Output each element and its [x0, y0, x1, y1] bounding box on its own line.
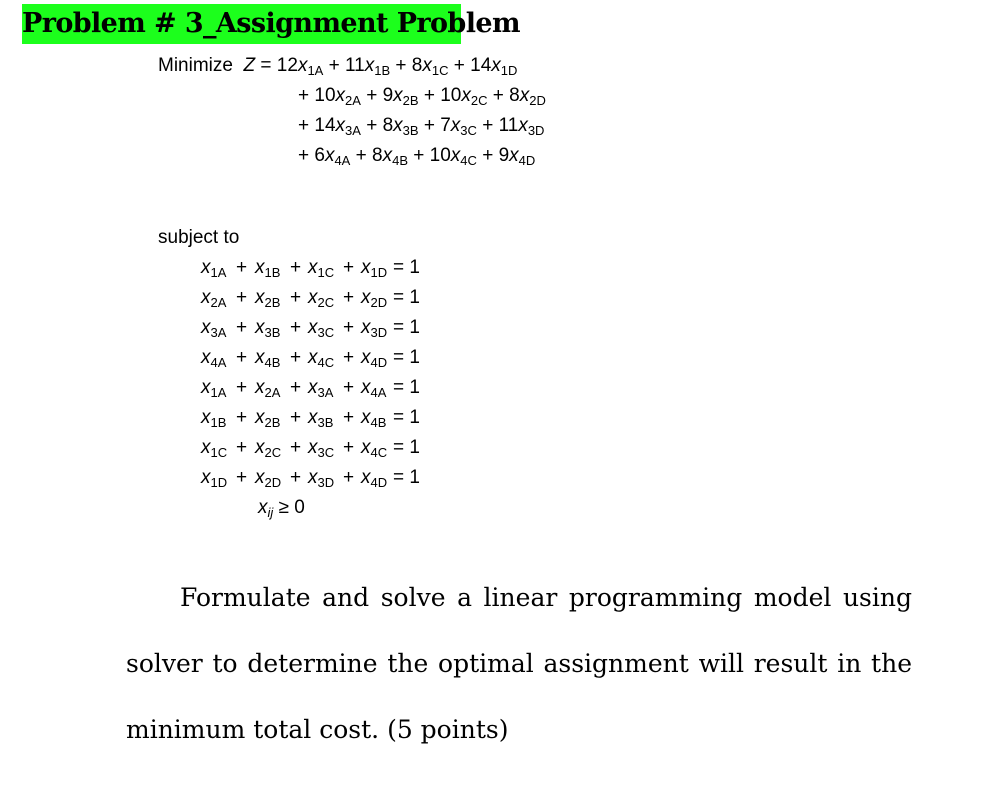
constraint-term: $x_{4D}$	[361, 467, 388, 490]
objective-line-4	[298, 145, 535, 167]
constraint-term: $x_{3A}$	[308, 377, 334, 400]
constraint-term: $x_{4A}$	[361, 377, 387, 400]
plus-sign: +	[236, 317, 248, 338]
objective-term: + $10x_{2A}$	[298, 85, 361, 108]
constraint-rhs: = 1	[393, 257, 420, 278]
constraint-term: $x_{3C}$	[308, 317, 335, 340]
plus-sign: +	[236, 377, 248, 398]
objective-term: $12x_{1A}$	[276, 55, 324, 78]
constraint-term: $x_{2A}$	[255, 377, 281, 400]
plus-sign: +	[343, 377, 355, 398]
constraint-term: $x_{1C}$	[201, 437, 228, 460]
constraint-term: $x_{1D}$	[201, 467, 228, 490]
objective-term: + $8x_{4B}$	[355, 145, 408, 168]
constraint-term: $x_{3D}$	[308, 467, 335, 490]
constraint-rhs: = 1	[393, 317, 420, 338]
plus-sign: +	[290, 377, 302, 398]
plus-sign: +	[343, 317, 355, 338]
objective-terms	[298, 115, 544, 136]
constraint-term: $x_{4A}$	[201, 347, 227, 370]
plus-sign: +	[343, 437, 355, 458]
constraint-term: $x_{2D}$	[361, 287, 388, 310]
plus-sign: +	[236, 347, 248, 368]
constraint-term: $x_{2B}$	[255, 407, 281, 430]
constraint-term: $x_{2C}$	[255, 437, 282, 460]
objective-terms	[298, 85, 546, 106]
constraint-rhs: = 1	[393, 407, 420, 428]
constraint-term: $x_{4C}$	[308, 347, 335, 370]
objective-term: + $8x_{3B}$	[366, 115, 419, 138]
constraint-term: $x_{1A}$	[201, 257, 227, 280]
objective-term: + $11x_{3D}$	[482, 115, 545, 138]
constraint-rhs: = 1	[393, 437, 420, 458]
plus-sign: +	[236, 437, 248, 458]
plus-sign: +	[343, 407, 355, 428]
plus-sign: +	[290, 347, 302, 368]
plus-sign: +	[236, 287, 248, 308]
plus-sign: +	[290, 287, 302, 308]
instruction-line-2: solver to determine the optimal assignment will result in the	[126, 649, 912, 678]
constraint-term: $x_{3B}$	[308, 407, 334, 430]
nonnegativity-constraint	[258, 497, 305, 519]
objective-line-3	[298, 115, 544, 137]
constraint-term: $x_{4B}$	[255, 347, 281, 370]
subject-to-label: subject to	[158, 227, 240, 248]
objective-term: + $9x_{2B}$	[366, 85, 419, 108]
plus-sign: +	[290, 407, 302, 428]
objective-term: + $11x_{1B}$	[328, 55, 391, 78]
constraint-rhs: = 1	[393, 347, 420, 368]
objective-term: + $10x_{4C}$	[413, 145, 477, 168]
constraint-term: $x_{2A}$	[201, 287, 227, 310]
nonneg-var: x	[258, 497, 268, 518]
plus-sign: +	[290, 467, 302, 488]
constraint-term: $x_{3C}$	[308, 437, 335, 460]
constraint-term: $x_{2C}$	[308, 287, 335, 310]
objective-term: + $8x_{2D}$	[492, 85, 546, 108]
objective-equals: =	[260, 55, 272, 76]
objective-term: + $14x_{3A}$	[298, 115, 361, 138]
constraint-term: $x_{3D}$	[361, 317, 388, 340]
objective-terms	[298, 145, 535, 166]
plus-sign: +	[236, 467, 248, 488]
points-value: 5	[396, 715, 413, 744]
objective-line-2	[298, 85, 546, 107]
plus-sign: +	[343, 347, 355, 368]
plus-sign: +	[343, 257, 355, 278]
constraint-term: $x_{4D}$	[361, 347, 388, 370]
constraint-term: $x_{4C}$	[361, 437, 388, 460]
objective-line-1	[158, 55, 517, 77]
objective-term: + $6x_{4A}$	[298, 145, 351, 168]
constraint-term: $x_{2B}$	[255, 287, 281, 310]
constraint-term: $x_{1B}$	[201, 407, 227, 430]
objective-term: + $14x_{1D}$	[453, 55, 518, 78]
constraint-term: $x_{1A}$	[201, 377, 227, 400]
constraint-rhs: = 1	[393, 377, 420, 398]
constraint-rhs: = 1	[393, 467, 420, 488]
constraint-term: $x_{2D}$	[255, 467, 282, 490]
objective-label: Minimize	[158, 55, 233, 76]
nonneg-rel: ≥ 0	[278, 497, 305, 518]
objective-term: + $10x_{2C}$	[423, 85, 488, 108]
plus-sign: +	[236, 407, 248, 428]
page-title: Problem # 3_Assignment Problem	[22, 4, 461, 44]
constraint-term: $x_{4B}$	[361, 407, 387, 430]
plus-sign: +	[290, 437, 302, 458]
instruction-text: minimum total cost. (	[126, 715, 397, 744]
constraint-term: $x_{1C}$	[308, 257, 335, 280]
constraint-term: $x_{1D}$	[361, 257, 388, 280]
plus-sign: +	[343, 287, 355, 308]
objective-term: + $8x_{1C}$	[395, 55, 449, 78]
plus-sign: +	[290, 257, 302, 278]
instruction-line-3	[126, 710, 912, 750]
instruction-end: points)	[412, 715, 509, 744]
objective-terms	[277, 55, 518, 76]
constraint-term: $x_{1B}$	[255, 257, 281, 280]
instruction-line-1: Formulate and solve a linear programming model using	[180, 583, 912, 612]
objective-lhs: Z	[243, 55, 256, 76]
nonneg-sub: ij	[267, 505, 274, 520]
constraint-term: $x_{3A}$	[201, 317, 227, 340]
plus-sign: +	[343, 467, 355, 488]
plus-sign: +	[290, 317, 302, 338]
objective-term: + $9x_{4D}$	[482, 145, 536, 168]
constraint-rhs: = 1	[393, 287, 420, 308]
objective-term: + $7x_{3C}$	[423, 115, 477, 138]
plus-sign: +	[236, 257, 248, 278]
constraint-term: $x_{3B}$	[255, 317, 281, 340]
